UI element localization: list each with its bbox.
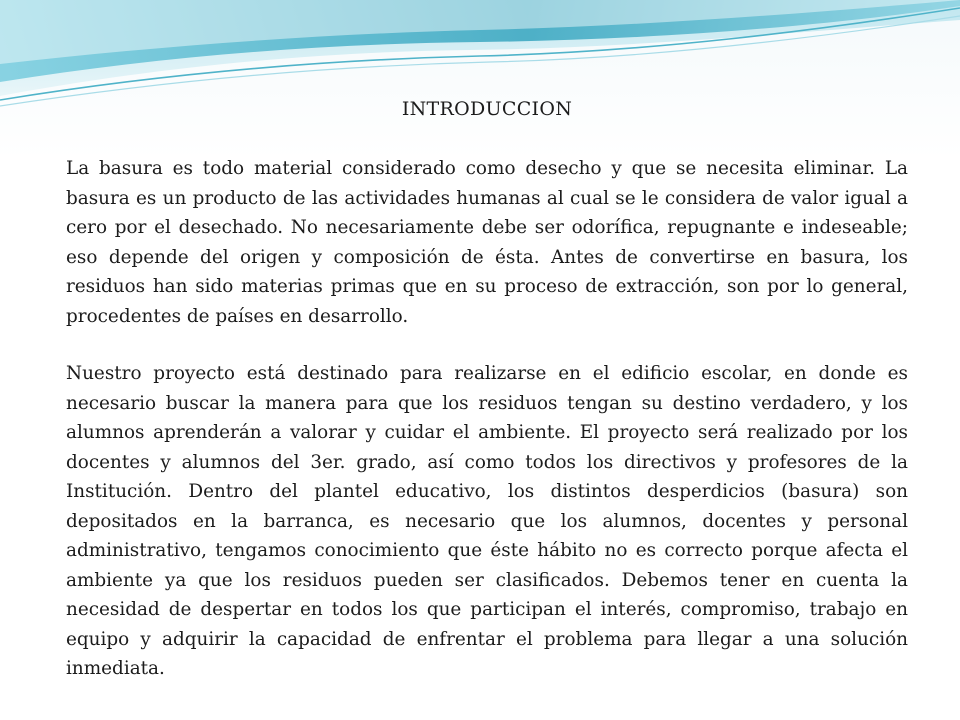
slide-content	[66, 98, 908, 712]
paragraph-project: Nuestro proyecto está destinado para realizarse en el edificio escolar, en donde es necesario buscar la manera para que los residuos tengan su destino verdadero, y los alumnos aprenderán a valorar y cuidar el ambiente. El proyecto será realizado por los docentes y alumnos del 3er. grado, así como todos los directivos y profesores de la Institución. Dentro del plantel educativo, los distintos desperdicios (basura) son depositados en la barranca, es necesario que los alumnos, docentes y personal administrativo, tengamos conocimiento que éste hábito no es correcto porque afecta el ambiente ya que los residuos pueden ser clasificados. Debemos tener en cuenta la necesidad de despertar en todos los que participan el interés, compromiso, trabajo en equipo y adquirir la capacidad de enfrentar el problema para llegar a una solución inmediata.	[66, 363, 908, 679]
decorative-wave-header	[0, 0, 960, 110]
paragraph-intro: La basura es todo material considerado como desecho y que se necesita eliminar. La basura es un producto de las actividades humanas al cual se le considera de valor igual a cero por el desechado. No necesariamente debe ser odorífica, repugnante e indeseable; eso depende del origen y composición de ésta. Antes de convertirse en basura, los residuos han sido materias primas que en su proceso de extracción, son por lo general, procedentes de países en desarrollo.	[66, 158, 908, 327]
slide-title: INTRODUCCION	[401, 98, 573, 120]
